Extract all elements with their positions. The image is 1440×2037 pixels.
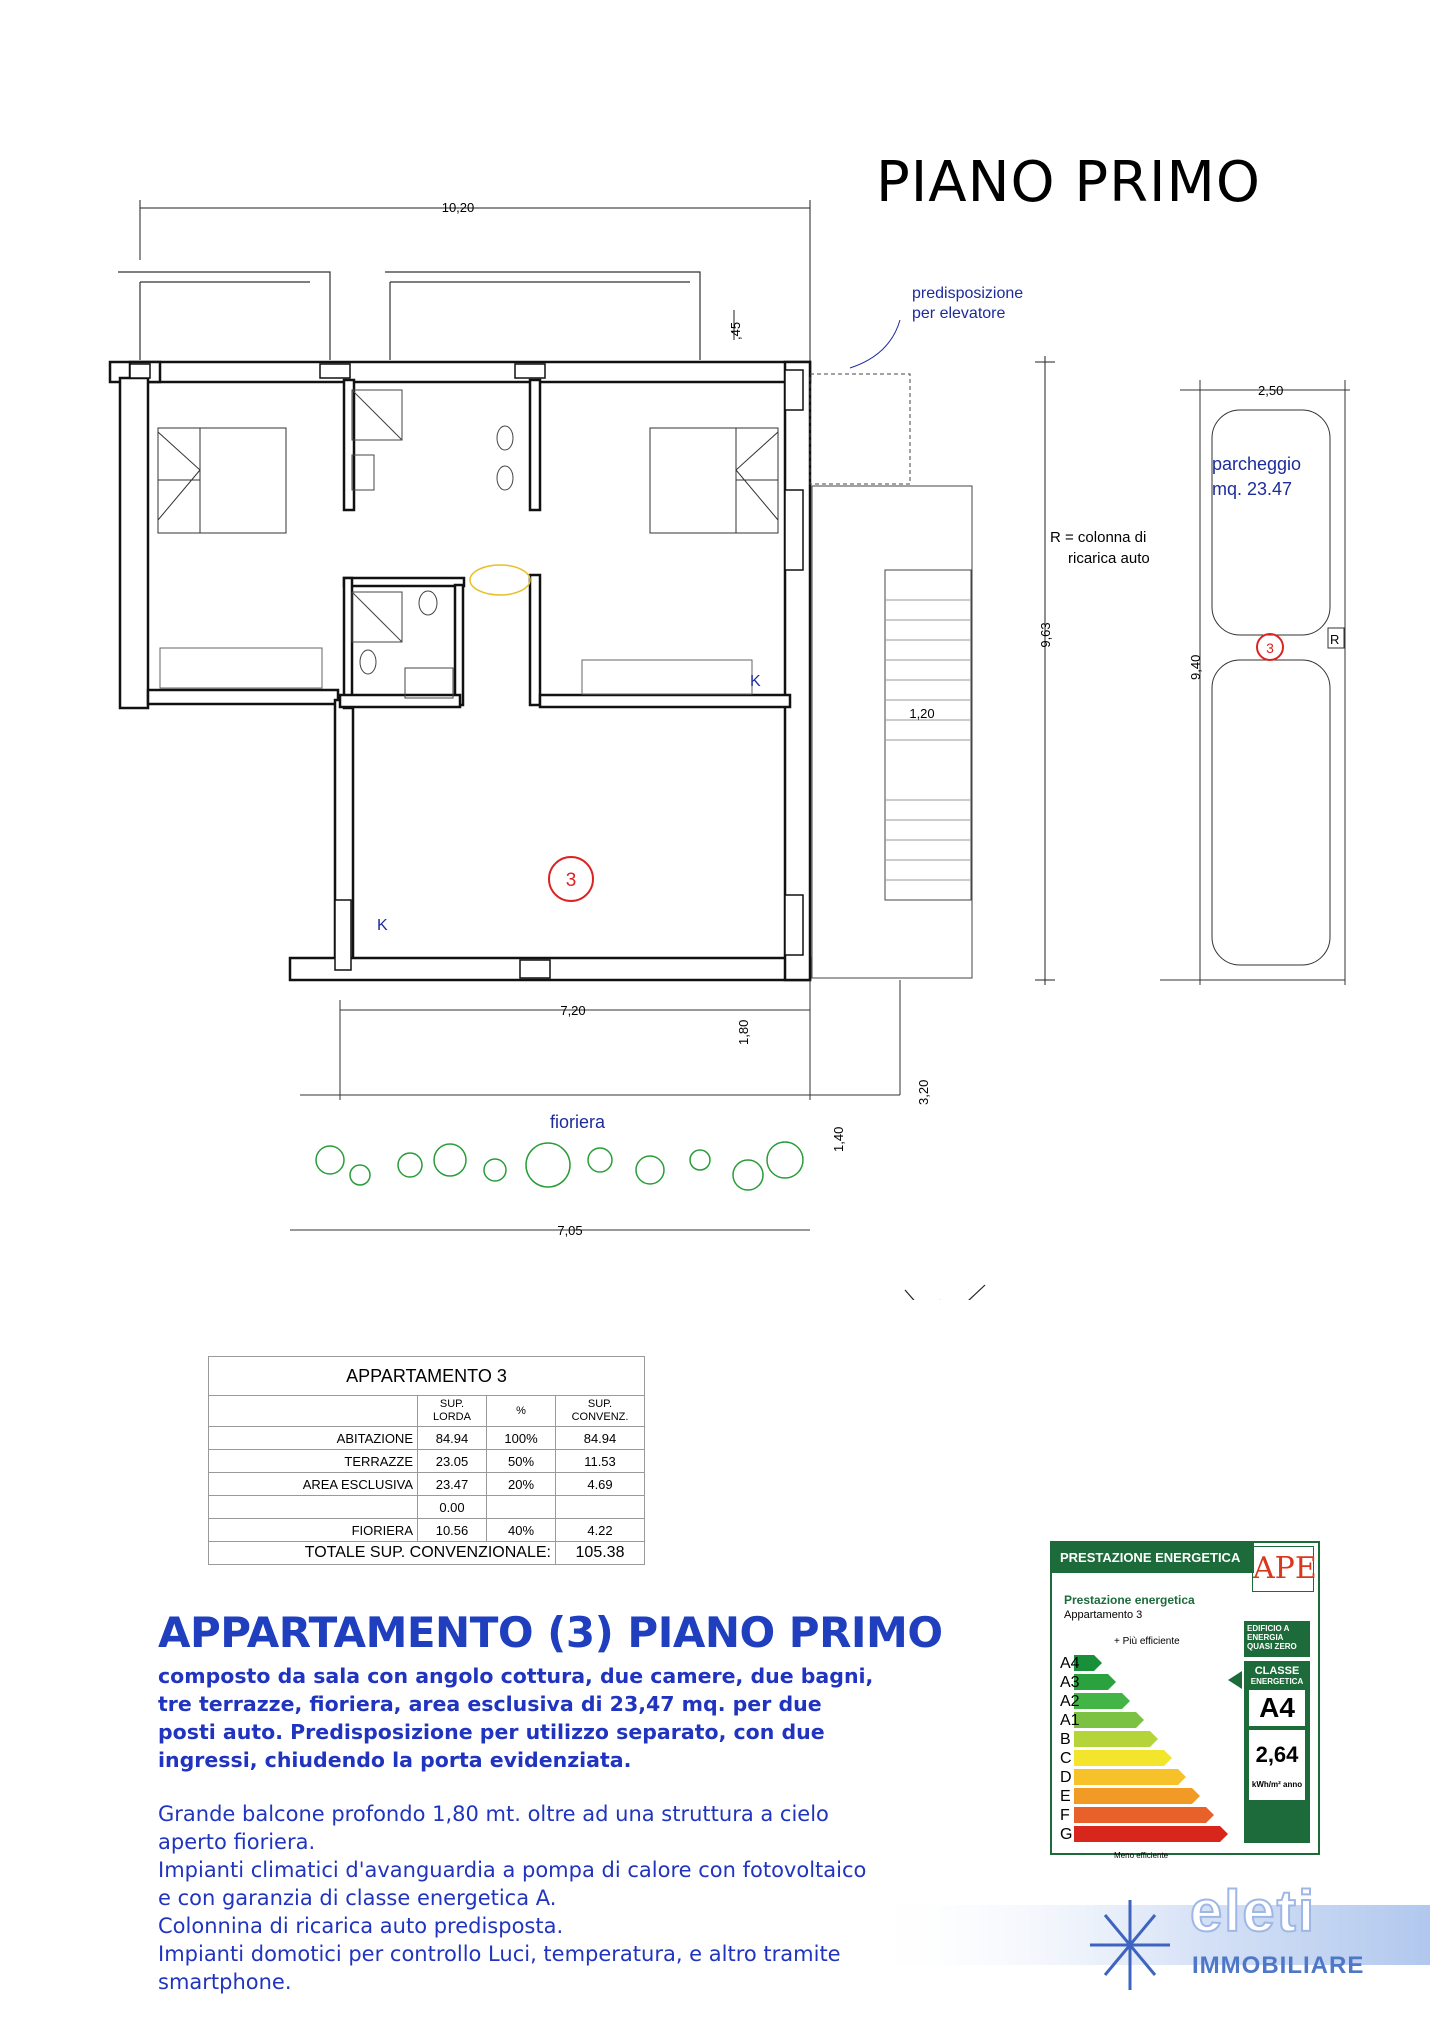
table-cell [209, 1496, 418, 1519]
energy-class-tag: B [1060, 1731, 1071, 1748]
elevator-note-1: predisposizione [912, 285, 1024, 302]
energy-class-tag: A4 [1060, 1655, 1080, 1672]
stairs [812, 486, 972, 978]
class-label: CLASSE [1254, 1665, 1300, 1677]
dim-planter-depth: 1,40 [831, 1126, 846, 1152]
table-header: % [487, 1396, 556, 1427]
table-cell: 50% [487, 1450, 556, 1473]
table-cell: TERRAZZE [209, 1450, 418, 1473]
bed-right [650, 428, 778, 533]
area-table [208, 1356, 645, 1565]
balcony [290, 980, 900, 1230]
dim-balcony-width: 7,20 [560, 1003, 586, 1018]
table-row [209, 1450, 645, 1473]
table-cell: 100% [487, 1427, 556, 1450]
description-line: Impianti climatici d'avanguardia a pompa di calore con fotovoltaico e con garanzia di classe energetica A. [158, 1858, 867, 1910]
description-title: APPARTAMENTO (3) PIANO PRIMO [158, 1608, 943, 1657]
energy-class-tag: A3 [1060, 1674, 1080, 1691]
energy-class-tag: A1 [1060, 1712, 1080, 1729]
table-cell: 84.94 [418, 1427, 487, 1450]
charging-letter: R [1330, 632, 1340, 647]
table-total-row [209, 1542, 645, 1565]
bed-left [158, 428, 286, 533]
total-value: 105.38 [556, 1542, 645, 1565]
table-cell [487, 1496, 556, 1519]
table-cell: 23.05 [418, 1450, 487, 1473]
more-efficient-label: + Più efficiente [1114, 1636, 1180, 1647]
table-header: SUP. LORDA [418, 1396, 487, 1427]
description-bold-text: composto da sala con angolo cottura, due camere, due bagni, tre terrazze, fioriera, area esclusiva di 23,47 mq. per due posti auto. Predisposizione per utilizzo separato, con due ingressi, chiudendo la porta evidenziata. [158, 1664, 874, 1772]
dimension-right [1035, 356, 1055, 985]
energy-class-bar-b [1074, 1731, 1158, 1747]
ape-logo: APE [1252, 1546, 1314, 1592]
energy-class-bar-c [1074, 1750, 1172, 1766]
energy-unit: Appartamento 3 [1064, 1609, 1143, 1621]
energy-class-tag: A2 [1060, 1693, 1080, 1710]
energy-class-bar-a3 [1074, 1674, 1116, 1690]
dim-planter-width: 7,05 [557, 1223, 583, 1238]
class-value: A4 [1249, 1690, 1305, 1726]
description-line: Colonnina di ricarica auto predisposta. [158, 1914, 564, 1938]
watermark-name: eleti [1190, 1879, 1317, 1944]
elevator-leader [850, 320, 900, 368]
planter-label: fioriera [550, 1112, 606, 1132]
table-cell: 40% [487, 1519, 556, 1542]
table-cell [556, 1496, 645, 1519]
dim-parking-width: 2,50 [1258, 383, 1284, 398]
table-cell: 4.69 [556, 1473, 645, 1496]
energy-class-bar-e [1074, 1788, 1200, 1804]
parking-label-1: parcheggio [1212, 454, 1302, 474]
class-pointer-icon [1228, 1671, 1242, 1689]
dim-total-depth: 3,20 [916, 1079, 931, 1105]
dim-top-offset: ,45 [728, 321, 743, 340]
watermark-subtitle: IMMOBILIARE [1192, 1952, 1365, 1979]
bathroom-fixtures [352, 390, 513, 698]
table-row [209, 1519, 645, 1542]
table-header: SUP. CONVENZ. [556, 1396, 645, 1427]
parking-unit-number: 3 [1266, 640, 1274, 656]
index-unit: kWh/m² anno [1251, 1780, 1303, 1789]
energy-class-bar-a2 [1074, 1693, 1130, 1709]
description-bold [158, 1662, 878, 1774]
dim-balcony-depth: 1,80 [736, 1019, 751, 1045]
dim-parking-length: 9,40 [1188, 654, 1203, 680]
page-title: PIANO PRIMO [876, 150, 1261, 215]
total-label: TOTALE SUP. CONVENZIONALE: [209, 1542, 556, 1565]
energy-class-bar-f [1074, 1807, 1214, 1823]
table-cell: 4.22 [556, 1519, 645, 1542]
dimension-top [140, 200, 810, 370]
more-efficient-text: Più efficiente [1122, 1636, 1180, 1647]
nzeb-badge: EDIFICIO A ENERGIA QUASI ZERO [1244, 1621, 1310, 1657]
energy-label-header: PRESTAZIONE ENERGETICA [1052, 1543, 1254, 1573]
table-cell: 0.00 [418, 1496, 487, 1519]
table-row [209, 1496, 645, 1519]
dim-top-width: 10,20 [441, 200, 475, 215]
table-header [209, 1396, 418, 1427]
table-cell: 84.94 [556, 1427, 645, 1450]
energy-subtitle: Prestazione energetica [1064, 1593, 1195, 1607]
highlighted-door [470, 565, 530, 595]
walls [110, 362, 810, 980]
energy-class-tag: C [1060, 1750, 1072, 1767]
upper-terrace [118, 272, 700, 360]
energy-class-bar-g [1074, 1826, 1228, 1842]
charging-note-1: R = colonna di [1050, 529, 1147, 546]
table-cell: 10.56 [418, 1519, 487, 1542]
description-line: Grande balcone profondo 1,80 mt. oltre ad una struttura a cielo aperto fioriera. [158, 1802, 829, 1854]
index-box [1249, 1730, 1305, 1800]
dim-stair-width: 1,20 [909, 706, 935, 721]
dim-right-height: 9,63 [1038, 622, 1053, 648]
kitchen-marker-left: K [377, 917, 388, 934]
compass-icon [900, 1285, 985, 1300]
planter-plants [316, 1142, 803, 1190]
table-cell: AREA ESCLUSIVA [209, 1473, 418, 1496]
kitchen-marker-right: K [750, 673, 761, 690]
energy-class-tag: F [1060, 1807, 1070, 1824]
windows [130, 364, 803, 978]
table-row [209, 1473, 645, 1496]
charging-note-2: ricarica auto [1068, 550, 1150, 567]
table-cell: FIORIERA [209, 1519, 418, 1542]
energy-class-tag: G [1060, 1826, 1073, 1843]
energy-label [1050, 1541, 1320, 1860]
class-label-2: ENERGETICA [1250, 1677, 1304, 1686]
description-details [158, 1800, 878, 1996]
energy-class-bar-d [1074, 1769, 1186, 1785]
energy-class-bar-a1 [1074, 1712, 1144, 1728]
table-cell: 11.53 [556, 1450, 645, 1473]
table-cell: 20% [487, 1473, 556, 1496]
table-cell: 23.47 [418, 1473, 487, 1496]
parking-label-2: mq. 23.47 [1212, 479, 1293, 499]
elevator-area [810, 374, 910, 484]
less-efficient-label: Meno efficiente [1114, 1851, 1169, 1860]
elevator-note-2: per elevatore [912, 305, 1006, 322]
energy-class-box [1244, 1661, 1310, 1843]
energy-class-tag: E [1060, 1788, 1071, 1805]
index-value: 2,64 [1255, 1742, 1299, 1767]
unit-number: 3 [565, 870, 577, 891]
energy-class-tag: D [1060, 1769, 1072, 1786]
table-row [209, 1427, 645, 1450]
description-line: Impianti domotici per controllo Luci, temperatura, e altro tramite smartphone. [158, 1942, 841, 1994]
table-caption: APPARTAMENTO 3 [209, 1357, 645, 1396]
table-cell: ABITAZIONE [209, 1427, 418, 1450]
